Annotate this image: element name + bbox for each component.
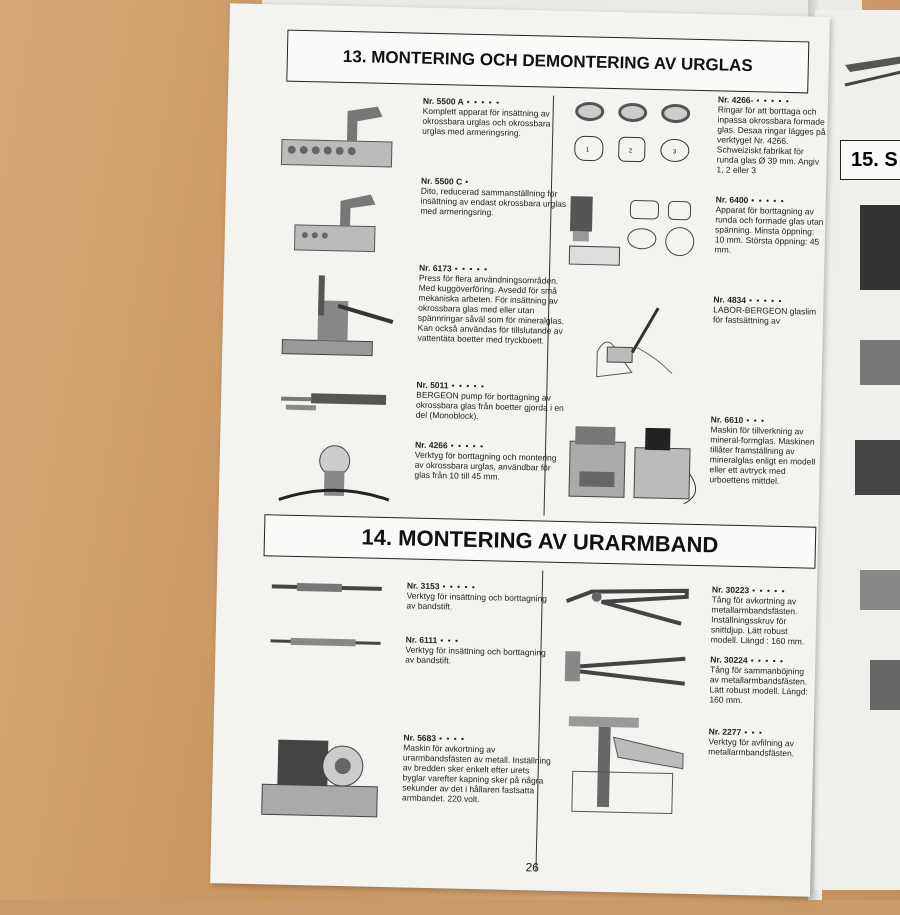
product-number: Nr. 30223 (711, 584, 750, 596)
product-number: Nr. 4834 (713, 294, 747, 306)
tool-5500a-image (276, 94, 398, 177)
section-15-banner: 15. S (840, 140, 900, 180)
product-6400 (714, 194, 825, 257)
product-number: Nr. 30224 (710, 654, 748, 666)
rating-stars: • • • • • (466, 96, 501, 108)
machine-6610-image (559, 411, 701, 509)
product-description: Verktyg för borttagning och montering av okrossbara urglas, användbar för glas från 10 till 45 mm. (414, 449, 557, 482)
product-5500c (420, 176, 571, 219)
product-description: Dito, reducerad sammanställning för insättning av endast okrossbara urglas med armeringsring. (420, 185, 567, 218)
product-description: Verktyg för avfilning av metallarmbandsfästen. (708, 736, 795, 759)
product-number: Nr. 5500 A (422, 95, 464, 107)
product-number: Nr. 5011 (416, 379, 449, 391)
section-13-banner: 13. MONTERING OCH DEMONTERING AV URGLAS (286, 30, 809, 94)
product-number: Nr. 6173 (418, 262, 452, 274)
product-number: Nr. 5500 C (420, 175, 463, 187)
product-number: Nr. 2277 (708, 726, 742, 738)
tool-3153-image (262, 579, 392, 597)
rating-stars: • • • • • (450, 440, 485, 452)
product-2277 (708, 726, 814, 758)
rating-stars: • • • • (438, 733, 466, 744)
product-description: Ringar för att borttaga och inpassa okrossbara formade glas. Desaa ringar lägges på verktyget Nr. 4266. Schweiziskt fabrikat för runda glas Ø 39 mm. Angiv 1, 2 eller 3 (716, 104, 826, 176)
product-4834 (713, 294, 824, 327)
rating-stars: • • • (440, 635, 460, 646)
product-description: Verktyg för insättning och borttagning av bandstift. (406, 590, 548, 612)
product-number: Nr. 4266 (414, 439, 448, 451)
product-description: Press för flera användningsområden. Med kuggöverföring. Avsedd för små mekaniska arbeten. För insättning av okrossbara glas med eller utan spännringar såväl som för mineralglas. Kan också användas för tillslutande av vattentäta boetter med tryckboett. (417, 272, 565, 346)
pump-5011-image (271, 384, 392, 422)
product-description: LABOR-BERGEON glaslim för fastsättning av (712, 304, 817, 326)
product-6173 (417, 263, 569, 347)
rating-stars: • • • (744, 727, 764, 738)
product-description: Maskin för avkortning av urarmbandsfästen av metall. Inställning av bredden sker enkelt efter urets byglar varefter kapning sker på några sekunder av det i hållaren fastsatta armbandet. 220 volt. (401, 742, 551, 805)
product-description: Verktyg för insättning och borttagning av bandstift. (405, 644, 546, 666)
rating-stars: • • • • • (752, 585, 786, 597)
tool-5500c-image (289, 185, 391, 262)
rating-stars: • (465, 176, 470, 187)
product-6111 (405, 634, 556, 667)
file-tool-2277-image (556, 711, 689, 834)
ring-label: 1 (585, 147, 590, 154)
product-30223 (711, 584, 817, 646)
glue-4834-image (576, 291, 688, 388)
pliers-30223-image (561, 576, 692, 629)
product-number: Nr. 6400 (715, 194, 749, 206)
rating-stars: • • • • • (751, 195, 785, 206)
rating-stars: • • • • • (748, 295, 783, 306)
product-5500a (422, 96, 573, 139)
product-number: Nr. 3153 (406, 580, 440, 592)
next-page (815, 10, 900, 890)
ring-label: 2 (628, 148, 633, 155)
product-description: Komplett apparat för insättning av okrossbara urglas och okrossbara urglas med armeringsring. (422, 105, 551, 138)
catalog-page (210, 3, 830, 896)
product-4266-rings (716, 94, 828, 177)
product-description: Tång för avkortning av metallarmbandsfästen. Inställningsskruv för snittdjup. Lätt robust modell. Längd : 160 mm. (710, 594, 805, 647)
rings-image (566, 96, 698, 174)
product-number: Nr. 6111 (405, 634, 438, 646)
section-14-banner: 14. MONTERING AV URARMBAND (264, 514, 817, 569)
page-number: 26 (525, 860, 540, 875)
rating-stars: • • • • • (756, 95, 790, 107)
press-6173-image (277, 269, 399, 362)
rating-stars: • • • • • (451, 380, 486, 392)
product-5683 (402, 732, 554, 805)
product-number: Nr. 5683 (403, 732, 437, 744)
product-4266 (414, 440, 565, 483)
product-description: Apparat för borttagning av runda och formade glas utan spänning. Minsta öppning: 10 mm. Största öppning: 45 mm. (714, 204, 824, 255)
product-3153 (406, 580, 557, 613)
rating-stars: • • • • • (750, 655, 785, 667)
ring-label: 3 (672, 149, 677, 156)
product-5011 (416, 380, 567, 423)
pliers-30224-image (559, 641, 690, 699)
column-divider (535, 571, 543, 871)
tool-4266-image (274, 439, 396, 512)
product-6610 (709, 414, 821, 487)
product-number: Nr. 4266- (717, 94, 754, 106)
product-description: Tång för sammanböjning av metallarmbandsfästen. Lätt robust modell. Längd: 160 mm. (709, 664, 809, 706)
tool-6111-image (260, 634, 390, 652)
product-30224 (709, 654, 815, 706)
product-number: Nr. 6610 (710, 414, 744, 426)
rating-stars: • • • • • (454, 263, 489, 275)
rating-stars: • • • (746, 415, 766, 426)
product-description: BERGEON pump för borttagning av okrossbara glas från boetter gjorda i en del (Monoblock). (415, 389, 564, 422)
apparatus-6400-image (564, 191, 706, 274)
product-description: Maskin för tillverkning av mineral-formglas. Maskinen tillåter framställning av mineralglas enligt en modell eller ett avtryck med urboettens mittdel. (709, 424, 816, 486)
machine-5683-image (251, 729, 383, 827)
rating-stars: • • • • • (442, 581, 476, 593)
